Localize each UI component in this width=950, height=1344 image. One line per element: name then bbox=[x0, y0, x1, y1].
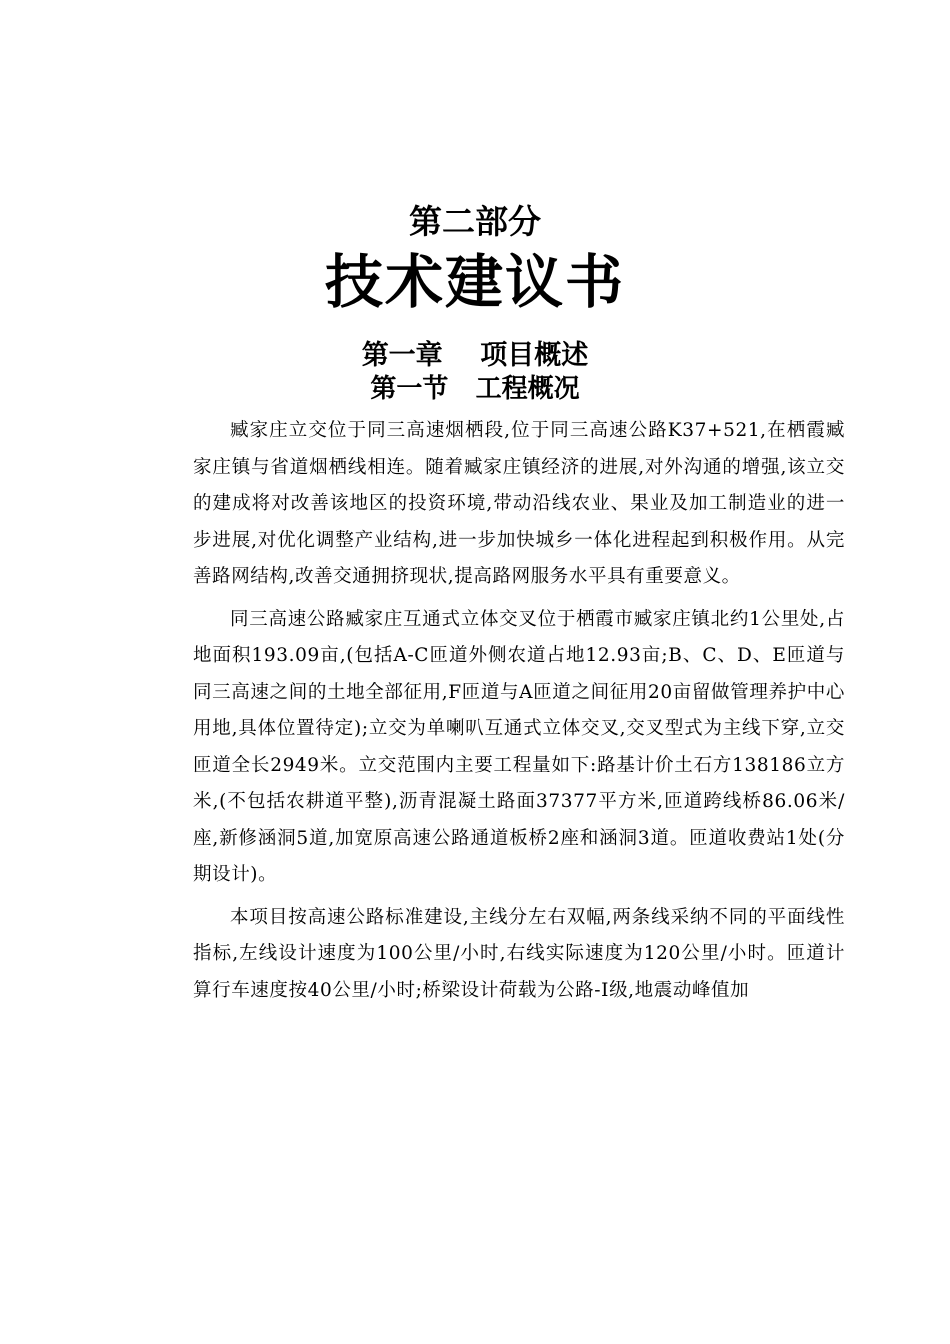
body-text bbox=[193, 413, 845, 1015]
paragraph-1: 臧家庄立交位于同三高速烟栖段,位于同三高速公路K37+521,在栖霞臧家庄镇与省道烟栖线相连。随着臧家庄镇经济的进展,对外沟通的增强,该立交的建成将对改善该地区的投资环境,带动沿线农业、果业及加工制造业的进一步进展,对优化调整产业结构,进一步加快城乡一体化进程起到积极作用。从完善路网结构,改善交通拥挤现状,提高路网服务水平具有重要意义。 bbox=[193, 420, 845, 587]
chapter-title: 第一章 项目概述 bbox=[361, 340, 589, 371]
paragraph-3: 本项目按高速公路标准建设,主线分左右双幅,两条线采纳不同的平面线性指标,左线设计速度为100公里/小时,右线实际速度为120公里/小时。匝道计算行车速度按40公里/小时;桥梁设计荷载为公路-Ⅰ级,地震动峰值加 bbox=[193, 906, 845, 1001]
paragraph-2: 同三高速公路臧家庄互通式立体交叉位于栖霞市臧家庄镇北约1公里处,占地面积193.09亩,(包括A-C匝道外侧农道占地12.93亩;B、C、D、E匝道与同三高速之间的土地全部征用,F匝道与A匝道之间征用20亩留做管理养护中心用地,具体位置待定);立交为单喇叭互通式立体交叉,交叉型式为主线下穿,立交匝道全长2949米。立交范围内主要工程量如下:路基计价土石方138186立方米,(不包括农耕道平整),沥青混凝土路面37377平方米,匝道跨线桥86.06米/座,新修涵洞5道,加宽原高速公路通道板桥2座和涵洞3道。匝道收费站1处(分期设计)。 bbox=[193, 608, 845, 885]
section-title: 第一节 工程概况 bbox=[370, 374, 580, 404]
book-title: 技术建议书 bbox=[324, 248, 625, 316]
part-title: 第二部分 bbox=[409, 202, 541, 241]
